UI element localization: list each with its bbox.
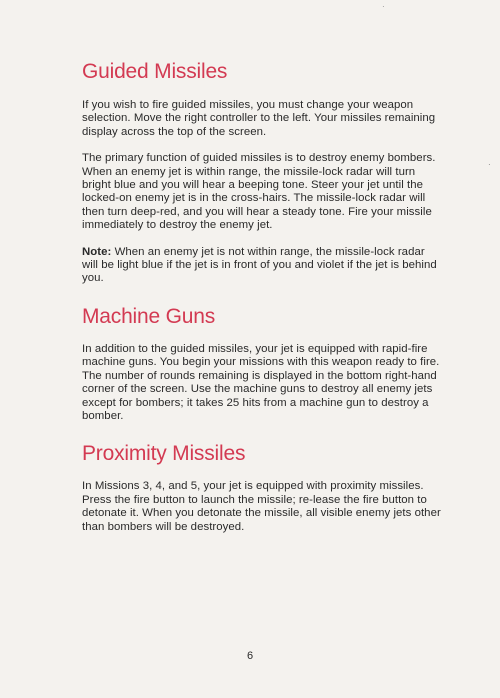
note-paragraph — [82, 246, 442, 286]
paragraph: In addition to the guided missiles, your jet is equipped with rapid-fire machine guns. You begin your missions with this weapon ready to fire. The number of rounds remaining is displayed in the bottom right-hand corner of the screen. Use the machine guns to destroy all enemy jets except for bombers; it takes 25 hits from a machine gun to destroy a bomber. — [82, 342, 440, 422]
note-label: Note: — [82, 245, 112, 258]
paragraph: The primary function of guided missiles is to destroy enemy bombers. When an enemy jet is within range, the missile-lock radar will turn bright blue and you will hear a beeping tone. Steer your jet until the locked-on enemy jet is in the cross-hairs. The missile-lock radar will then turn deep-red, and you will hear a steady tone. Fire your missile immediately to destroy the enemy jet. — [82, 152, 436, 232]
section-heading-machine-guns: Machine Guns — [82, 304, 216, 328]
paragraph: In Missions 3, 4, and 5, your jet is equipped with proximity missiles. Press the fire button to launch the missile; re-lease the fire button to detonate it. When you detonate the missile, all visible enemy jets other than bombers will be destroyed. — [82, 480, 441, 533]
scan-speck: · — [382, 2, 385, 11]
section-heading-proximity-missiles: Proximity Missiles — [82, 442, 246, 466]
section-heading-guided-missiles: Guided Missiles — [82, 60, 228, 83]
note-text: When an enemy jet is not within range, the missile-lock radar will be light blue if the jet is in front of you and violet if the jet is behind you. — [82, 245, 437, 285]
scan-speck: · — [488, 160, 491, 169]
paragraph: If you wish to fire guided missiles, you must change your weapon selection. Move the right controller to the left. Your missiles remaining display across the top of the screen. — [82, 99, 436, 138]
page-content — [82, 60, 442, 534]
page-number: 6 — [246, 650, 254, 662]
